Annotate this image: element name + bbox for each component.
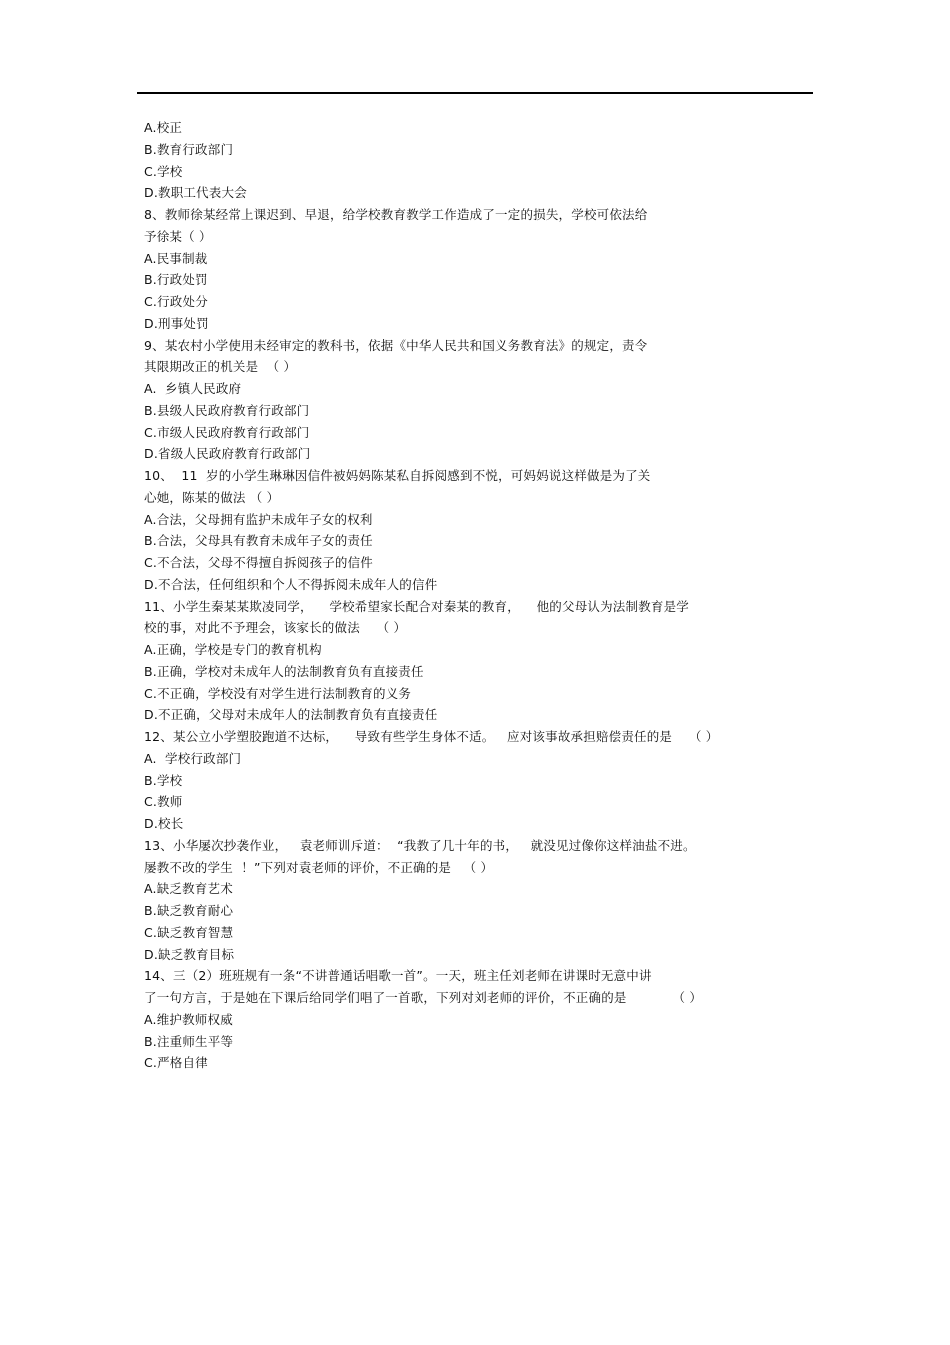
option-line: B.合法，父母具有教育未成年子女的责任 — [144, 533, 373, 549]
option-line: C.严格自律 — [144, 1055, 208, 1071]
option-line: C.缺乏教育智慧 — [144, 924, 234, 940]
question-text: 了一句方言，于是她在下课后给同学们唱了一首歌，下列对刘老师的评价，不正确的是 （ ） — [144, 990, 703, 1005]
question-text: 校的事，对此不予理会，该家长的做法 （ ） — [144, 620, 407, 636]
question-text: 12、某公立小学塑胶跑道不达标， 导致有些学生身体不适。 应对该事故承担赔偿责任的是 （ ） — [144, 729, 719, 744]
option-line: A.维护教师权威 — [144, 1011, 233, 1027]
option-line: A.校正 — [144, 120, 183, 135]
option-line: B.行政处罚 — [144, 272, 208, 288]
option-line: C.不合法，父母不得擅自拆阅孩子的信件 — [144, 555, 374, 570]
question-text: 其限期改正的机关是 （ ） — [144, 359, 297, 375]
option-line: C.市级人民政府教育行政部门 — [144, 424, 310, 440]
question-text: 心她，陈某的做法 （ ） — [144, 489, 280, 505]
option-line: A.合法，父母拥有监护未成年子女的权利 — [144, 511, 373, 527]
question-text: 8、教师徐某经常上课迟到、早退，给学校教育教学工作造成了一定的损失，学校可依法给 — [144, 207, 648, 222]
question-text: 屡教不改的学生 ！”下列对袁老师的评价，不正确的是 （ ） — [144, 859, 494, 875]
question-text: 14、三（2）班班规有一条“不讲普通话唱歌一首”。一天，班主任刘老师在讲课时无意中讲 — [144, 968, 652, 984]
option-line: D.校长 — [144, 816, 184, 831]
option-line: B.注重师生平等 — [144, 1033, 234, 1049]
option-line: D.不合法，任何组织和个人不得拆阅未成年人的信件 — [144, 576, 438, 592]
option-line: C.不正确，学校没有对学生进行法制教育的义务 — [144, 685, 412, 701]
option-line: B.学校 — [144, 772, 183, 788]
option-line: B.教育行政部门 — [144, 141, 234, 157]
option-line: B.缺乏教育耐心 — [144, 903, 234, 918]
option-line: A. 学校行政部门 — [144, 750, 242, 766]
question-text: 予徐某（ ） — [144, 228, 212, 244]
question-text: 11、小学生秦某某欺凌同学， 学校希望家长配合对秦某的教育， 他的父母认为法制教育是学 — [144, 598, 689, 614]
question-text: 9、某农村小学使用未经审定的教科书，依据《中华人民共和国义务教育法》的规定，责令 — [144, 337, 648, 353]
option-line: A.正确，学校是专门的教育机构 — [144, 642, 322, 657]
header-rule — [137, 92, 813, 94]
question-text: 10、 11 岁的小学生琳琳因信件被妈妈陈某私自拆阅感到不悦，可妈妈说这样做是为了关 — [144, 468, 651, 483]
option-line: B.正确，学校对未成年人的法制教育负有直接责任 — [144, 663, 424, 679]
option-line: D.省级人民政府教育行政部门 — [144, 446, 311, 462]
option-line: A.缺乏教育艺术 — [144, 881, 233, 897]
option-line: D.不正确，父母对未成年人的法制教育负有直接责任 — [144, 707, 438, 723]
option-line: B.县级人民政府教育行政部门 — [144, 402, 310, 418]
question-list — [144, 117, 824, 1074]
option-line: C.教师 — [144, 794, 183, 810]
option-line: A. 乡镇人民政府 — [144, 381, 242, 396]
option-line: D.缺乏教育目标 — [144, 946, 235, 962]
option-line: C.行政处分 — [144, 294, 208, 309]
option-line: C.学校 — [144, 163, 183, 179]
option-line: D.刑事处罚 — [144, 315, 209, 331]
question-text: 13、小华屡次抄袭作业， 袁老师训斥道： “我教了几十年的书， 就没见过像你这样油盐不进。 — [144, 837, 696, 853]
option-line: A.民事制裁 — [144, 250, 208, 266]
option-line: D.教职工代表大会 — [144, 185, 247, 201]
